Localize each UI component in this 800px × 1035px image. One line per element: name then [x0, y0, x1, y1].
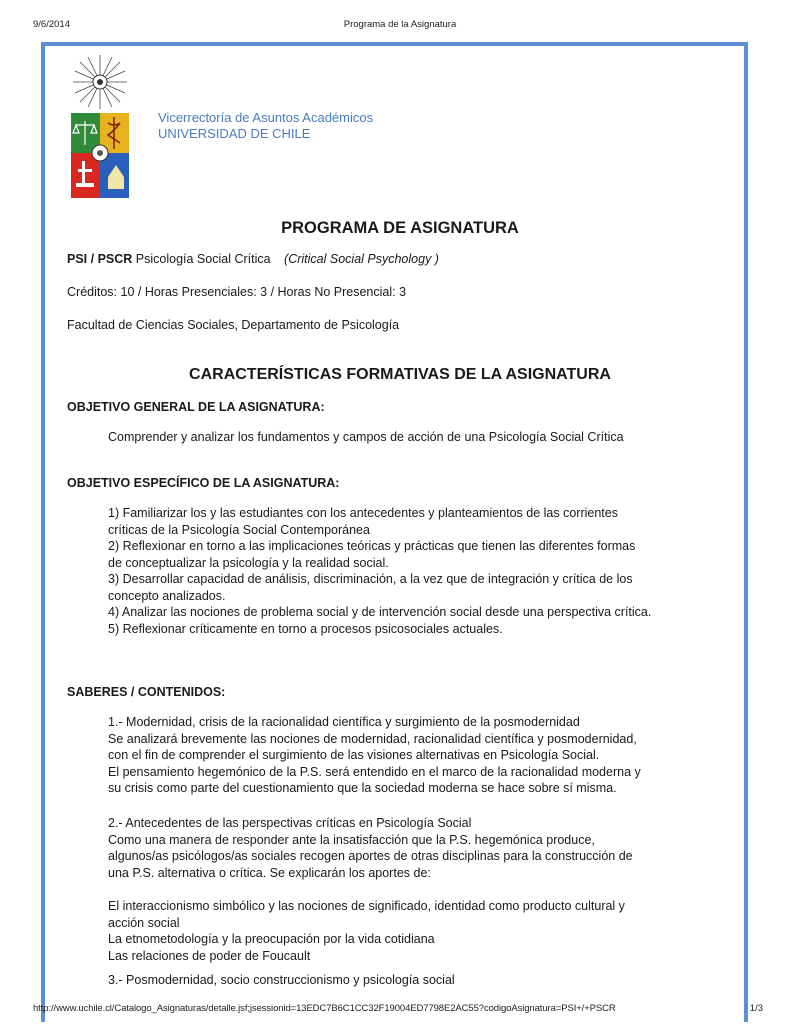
institution-block: [158, 110, 373, 142]
print-footer: [0, 1003, 800, 1017]
saberes-block-3: [108, 898, 708, 964]
text-line: una P.S. alternativa o crítica. Se explicarán los aportes de:: [108, 865, 431, 880]
page-url: http://www.uchile.cl/Catalogo_Asignaturas/detalle.jsf;jsessionid=13EDC7B6C1CC32F19004ED7798E2AC55?codigoAsignatura=PSI+/+PSCR: [33, 1003, 616, 1014]
text-line: 2.- Antecedentes de las perspectivas críticas en Psicología Social: [108, 816, 472, 830]
course-faculty: Facultad de Ciencias Sociales, Departamento de Psicología: [67, 318, 400, 332]
document-title: PROGRAMA DE ASIGNATURA: [281, 219, 519, 237]
list-item: 5) Reflexionar críticamente en torno a procesos psicosociales actuales.: [108, 621, 503, 636]
list-item: 3) Desarrollar capacidad de análisis, discriminación, a la vez que de integración y crítica de los: [108, 572, 633, 586]
print-title: Programa de la Asignatura: [343, 19, 457, 30]
objetivo-especifico-heading: OBJETIVO ESPECÍFICO DE LA ASIGNATURA:: [67, 476, 340, 490]
text-line: Las relaciones de poder de Foucault: [108, 948, 311, 963]
text-line: La etnometodología y la preocupación por la vida cotidiana: [108, 932, 435, 946]
saberes-block-1: [108, 714, 708, 797]
saberes-heading: SABERES / CONTENIDOS:: [67, 685, 226, 699]
text-line: su crisis como parte del cuestionamiento que la sociedad moderna se hace sobre sí misma.: [108, 781, 617, 795]
list-item: concepto analizados.: [108, 588, 226, 603]
saberes-block-2: [108, 815, 708, 881]
text-line: El pensamiento hegemónico de la P.S. será entendido en el marco de la racionalidad moderna y: [108, 764, 641, 779]
list-item: 4) Analizar las nociones de problema social y de intervención social desde una perspectiva crítica.: [108, 605, 652, 619]
print-date: 9/6/2014: [33, 19, 70, 30]
course-code: PSI / PSCR: [67, 252, 133, 266]
list-item: 2) Reflexionar en torno a las implicaciones teóricas y prácticas que tienen las diferentes formas: [108, 539, 636, 553]
section-title: CARACTERÍSTICAS FORMATIVAS DE LA ASIGNATURA: [189, 366, 611, 383]
text-line: 3.- Posmodernidad, socio construccionismo y psicología social: [108, 973, 455, 987]
course-line: [67, 252, 439, 266]
text-line: El interaccionismo simbólico y las nociones de significado, identidad como producto cultural y: [108, 899, 625, 913]
print-header: [0, 19, 800, 33]
page-number: 1/3: [749, 1003, 763, 1014]
objetivo-especifico-list: [108, 505, 708, 637]
text-line: 1.- Modernidad, crisis de la racionalidad científica y surgimiento de la posmodernidad: [108, 715, 580, 729]
text-line: Se analizará brevemente las nociones de modernidad, racionalidad científica y posmodernidad,: [108, 731, 637, 746]
objetivo-general-text: Comprender y analizar los fundamentos y campos de acción de una Psicología Social Crítica: [108, 430, 624, 444]
text-line: Como una manera de responder ante la insatisfacción que la P.S. hegemónica produce,: [108, 832, 595, 847]
text-line: acción social: [108, 915, 180, 930]
university-crest-icon: [68, 53, 132, 201]
list-item: de conceptualizar la psicología y la realidad social.: [108, 555, 389, 570]
text-line: con el fin de comprender el surgimiento de las visiones alternativas en Psicología Social.: [108, 748, 600, 762]
course-english-name: (Critical Social Psychology ): [284, 252, 439, 266]
text-line: algunos/as psicólogos/as sociales recogen aportes de otras disciplinas para la construcción de: [108, 849, 633, 863]
course-credits: Créditos: 10 / Horas Presenciales: 3 / Horas No Presencial: 3: [67, 285, 407, 299]
institution-vicerrectoria: Vicerrectoría de Asuntos Académicos: [158, 110, 374, 125]
list-item: críticas de la Psicología Social Contemporánea: [108, 522, 370, 537]
saberes-block-4: [108, 972, 708, 989]
list-item: 1) Familiarizar los y las estudiantes con los antecedentes y planteamientos de las corrientes: [108, 506, 618, 520]
institution-university: UNIVERSIDAD DE CHILE: [158, 126, 311, 141]
course-name: Psicología Social Crítica: [135, 252, 271, 266]
objetivo-general-heading: OBJETIVO GENERAL DE LA ASIGNATURA:: [67, 400, 325, 414]
